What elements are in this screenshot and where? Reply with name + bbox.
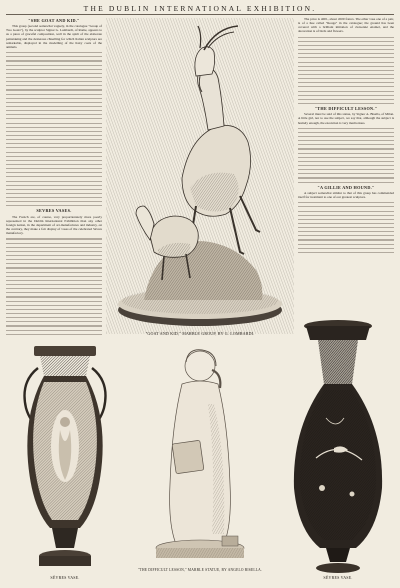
goat-and-kid-engraving <box>106 18 294 334</box>
goat-caption: "GOAT AND KID," MARBLE GROUP, BY G. LOMBARDI. <box>145 331 255 336</box>
page-title: THE DUBLIN INTERNATIONAL EXHIBITION. <box>83 4 317 13</box>
article-paragraph: The price is 400l., about 4500 francs. The other vase one of a pair, is of a hue called "Rouge" in the catalogue; the ground has been covered with a brilliant imitation of cloisonné enamel, and the decoration is of birds and flowers. <box>298 17 394 34</box>
article-paragraph: This group (second somewhat vaguely, in the catalogue "Group of Two Goats"), by the sculptor Signor G. Lombardi, of Rome, appears to us a piece of graceful composition, well in the spirit of the elaborate painstaking and the dexterous chiselling for which Italian sculptors are remarkable, displayed in the modelling of the hairy coats of the animals. <box>6 24 102 49</box>
text-block <box>298 202 394 253</box>
text-block <box>6 238 102 335</box>
article-paragraph: Several must be said of this statue, by Signor A. Bisella, of Milan. A little girl, not to use the subject, we say that, although the subject is homely enough, the execution is very meritorious. <box>298 112 394 125</box>
sevres-vase-left-engraving <box>16 342 114 578</box>
text-block <box>6 52 102 206</box>
article-heading-lesson: "THE DIFFICULT LESSON." <box>314 106 378 112</box>
text-block <box>298 128 394 183</box>
article-heading-goat: "SHE GOAT AND KID." <box>28 18 80 23</box>
text-block <box>298 37 394 104</box>
vase-left-caption: SÈVRES VASE. <box>50 575 80 580</box>
page-header <box>0 4 400 13</box>
left-text-column <box>6 17 102 335</box>
sevres-vase-right-engraving <box>286 318 390 578</box>
vase-right-caption: SÈVRES VASE. <box>323 575 353 580</box>
article-paragraph: A subject somewhat similar to that of this group has commended itself for treatment to one of our greatest sculptors. <box>298 190 394 200</box>
header-rule <box>6 14 394 15</box>
difficult-lesson-statue-engraving <box>132 344 268 570</box>
article-heading-gillie: "A GILLIE AND HOUND." <box>317 184 375 190</box>
article-paragraph: The French are, of course, very proportionately more poorly represented in the Dublin International Exhibition than any other foreign nation, in the department of art-manufactures and industry, on the contrary, they make a fair display of vases of the celebrated Sèvres manufactory. <box>6 214 102 236</box>
right-text-column <box>298 17 394 335</box>
statue-caption: "THE DIFFICULT LESSON," MARBLE STATUE, BY ANGELO BISELLA. <box>137 568 263 572</box>
article-heading-sevres: SEVRES VASES. <box>36 208 72 214</box>
